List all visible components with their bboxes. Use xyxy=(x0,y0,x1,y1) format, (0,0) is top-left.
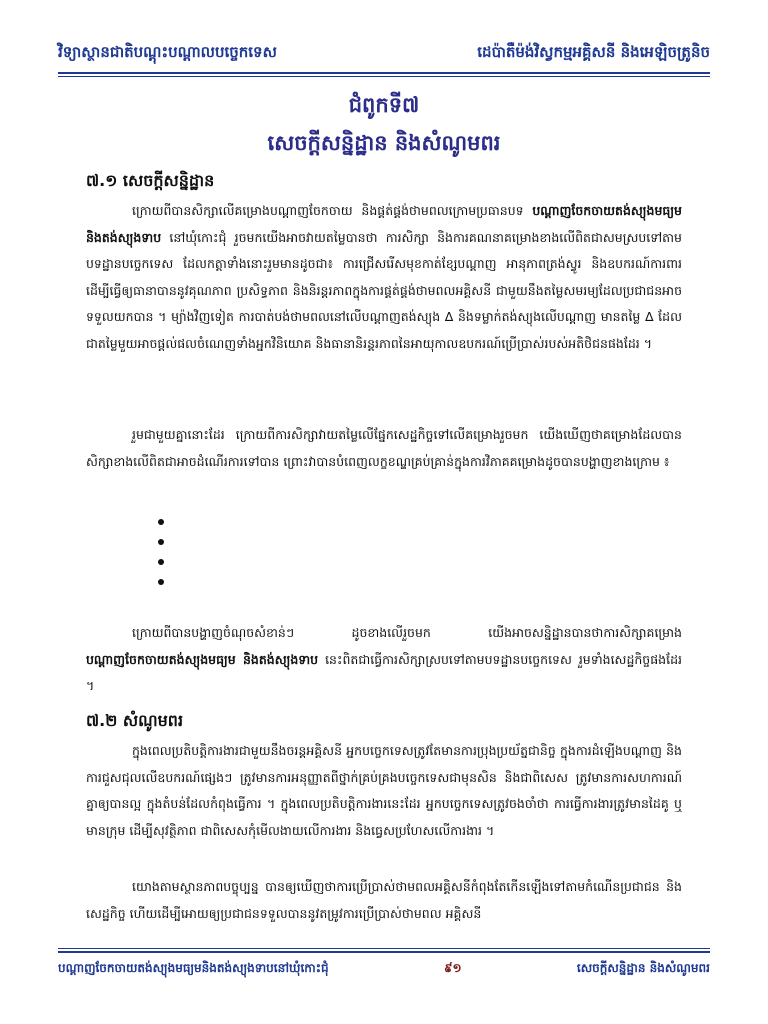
list-item xyxy=(158,552,164,572)
paragraph-text: នៅឃុំកោះជុំ រួចមកយើងអាចវាយតម្លៃបានថា ការសិក្សា និងការគណនាគម្រោងខាងលើពិតជាសមស្របទៅតាមបទដ្ឋានបច្ចេកទេស ដែលកត្តាទាំងនោះរួមមានដូចជា៖ ការជ្រើសរើសមុខកាត់ខ្សែបណ្តាញ អានុភាពត្រង់ស្វូរ និងឧបករណ៍ការពារ ដើម្បីធ្វើឲ្យធានាបាននូវគុណភាព ប្រសិទ្ធភាព និងនិរន្តរភាពក្នុងការផ្គត់ផ្គង់ថាមពលអគ្គិសនី ជាមួយនឹងតម្លៃសមរម្យដែលប្រជាជនអាចទទួលយកបាន ។ ម្យ៉ាងវិញទៀត ការបាត់បង់ថាមពលនៅលើបណ្តាញតង់ស្យុង ∆ និងទម្លាក់តង់ស្យុងលើបណ្តាញ មានតម្លៃ ∆ ដែលជាតម្លៃមួយអាចផ្តល់ផលចំណេញទាំងអ្នកវិនិយោគ និងធានានិរន្តរភាពនៃអាយុកាលឧបករណ៍ប្រើប្រាស់របស់អតិថិជនផងដែរ ។ xyxy=(86,229,682,351)
paragraph-recommendation-2 xyxy=(86,874,682,927)
paragraph-conclusion-2 xyxy=(86,422,682,475)
paragraph-conclusion-3 xyxy=(86,620,682,700)
list-item xyxy=(158,532,164,552)
bullet-dot xyxy=(158,559,164,565)
footer-chapter-title: សេចក្តីសន្និដ្ឋាន និងសំណូមពរ xyxy=(576,961,710,975)
header-department: ដេប៉ាតឺម៉ង់វិស្វកម្មអគ្គិសនី និងអេឡិចត្រូនិច xyxy=(477,43,710,61)
footer-rule xyxy=(58,948,710,953)
section-heading-recommendation: ៧.២ សំណូមពរ xyxy=(86,711,184,730)
header-institute: វិទ្យាស្ថានជាតិបណ្តុះបណ្តាលបច្ចេកទេស xyxy=(58,43,277,61)
paragraph-text: នេះពិតជាធ្វើការសិក្សាស្របទៅតាមបទដ្ឋានបច្ចេកទេស រួមទាំងសេដ្ឋកិច្ចផងដែរ ។ xyxy=(86,651,682,693)
page-header xyxy=(58,38,710,70)
list-item xyxy=(158,572,164,592)
paragraph-text: យោងតាមស្ថានភាពបច្ចុប្បន្ន បានឲ្យឃើញថាការប្រើប្រាស់ថាមពលអគ្គិសនីកំពុងតែកើនឡើងទៅតាមកំណើនប្រជាជន និងសេដ្ឋកិច្ច ហើយដើម្បីអោយឲ្យប្រជាជនទទួលបាននូវតម្រូវការប្រើប្រាស់ថាមពល អគ្គិសនី xyxy=(86,879,682,921)
bullet-dot xyxy=(158,539,164,545)
project-title-emphasis: បណ្តាញចែកចាយតង់ស្យុងមធ្យម និងតង់ស្យុងទាប xyxy=(86,651,319,667)
project-title-emphasis: បណ្តាញចែកចាយតង់ស្យុងមធ្យម និងតង់ស្យុងទាប xyxy=(86,203,682,245)
paragraph-conclusion-1 xyxy=(86,198,682,357)
page-number: ៩១ xyxy=(443,961,462,975)
paragraph-recommendation-1 xyxy=(86,738,682,844)
header-rule xyxy=(58,72,710,77)
chapter-number: ជំពូកទី៧ xyxy=(348,93,420,117)
list-item xyxy=(158,512,164,532)
paragraph-text: ក្រោយពីបានសិក្សាលើគម្រោងបណ្តាញចែកចាយ និងផ្គត់ផ្គង់ថាមពលក្រោមប្រធានបទ xyxy=(132,203,533,218)
section-heading-conclusion: ៧.១ សេចក្តីសន្និដ្ឋាន xyxy=(86,171,215,190)
paragraph-text: ក្រោយពីបានបង្ហាញចំណុចសំខាន់ៗ ដូចខាងលើរួចមក យើងអាចសន្និដ្ឋានបានថាការសិក្សាគម្រោង xyxy=(132,625,682,640)
paragraph-text: រួមជាមួយគ្នានោះដែរ ក្រោយពីការសិក្សាវាយតម្លៃលើផ្នែកសេដ្ឋកិច្ចទៅលើគម្រោងរួចមក យើងឃើញថាគម្រោងដែលបានសិក្សាខាងលើពិតជាអាចដំណើរការទៅបាន ព្រោះវាបានបំពេញលក្ខខណ្ឌគ្រប់គ្រាន់ក្នុងការវិភាគគម្រោងដូចបានបង្ហាញខាងក្រោម ៖ xyxy=(86,427,682,469)
bullet-dot xyxy=(158,579,164,585)
bullet-list xyxy=(158,512,164,592)
paragraph-text: ក្នុងពេលប្រតិបត្តិការងារជាមួយនឹងចរន្តអគ្គិសនី អ្នកបច្ចេកទេសត្រូវតែមានការប្រុងប្រយ័ត្នជានិច្ច ក្នុងការដំឡើងបណ្តាញ និងការជួសជុលលើឧបករណ៍ផ្សេងៗ ត្រូវមានការអនុញ្ញាតពីថ្នាក់គ្រប់គ្រងបច្ចេកទេសជាមុនសិន និងជាពិសេស ត្រូវមានការសហការណ៍គ្នាឲ្យបានល្អ ក្នុងតំបន់ដែលកំពុងធ្វើការ ។ ក្នុងពេលប្រតិបត្តិការងារនេះដែរ អ្នកបច្ចេកទេសត្រូវចងចាំថា ការធ្វើការងារត្រូវមានដៃគូ ឬមានក្រុម ដើម្បីសុវត្ថិភាព ជាពិសេសកុំមើលងាយលើការងារ និងធ្វេសប្រហែសលើការងារ ។ xyxy=(86,743,682,838)
chapter-title: សេចក្តីសន្និដ្ឋាន និងសំណូមពរ xyxy=(267,131,501,155)
footer-project-title: បណ្តាញចែកចាយតង់ស្យុងមធ្យមនិងតង់ស្យុងទាបនៅឃុំកោះជុំ xyxy=(58,961,329,975)
page-footer xyxy=(58,956,710,982)
bullet-dot xyxy=(158,519,164,525)
